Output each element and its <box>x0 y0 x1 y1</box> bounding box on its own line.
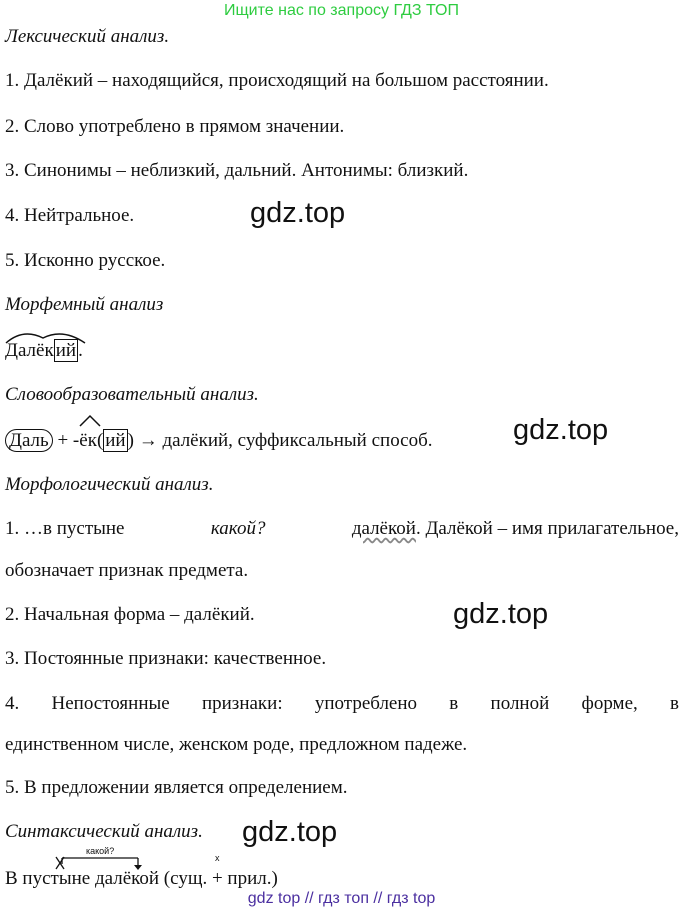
lexical-item-2: 2. Слово употреблено в прямом значении. <box>5 116 345 137</box>
morphemic-ending-box: ий <box>55 340 77 361</box>
top-banner: Ищите нас по запросу ГДЗ ТОП <box>224 2 459 19</box>
morph-item-1 <box>5 518 679 540</box>
morph-item-1-question: какой? <box>210 518 266 539</box>
heading-word-formation: Словообразовательный анализ. <box>5 384 259 405</box>
ending-box: ий <box>105 430 126 451</box>
suffix-caret-mark <box>78 414 104 428</box>
watermark-2: gdz.top <box>513 414 609 446</box>
morph-item-1-b: . Далёкой – имя прилагательное, <box>415 518 679 539</box>
watermark-3: gdz.top <box>453 598 549 630</box>
lexical-item-5: 5. Исконно русское. <box>5 250 166 271</box>
heading-morphemic: Морфемный анализ <box>5 294 164 315</box>
heading-syntactic: Синтаксический анализ. <box>5 821 203 842</box>
heading-lexical: Лексический анализ. <box>5 26 170 47</box>
morph-item-3: 3. Постоянные признаки: качественное. <box>5 648 327 669</box>
lexical-item-4: 4. Нейтральное. <box>5 205 135 226</box>
morph-item-4-cont: единственном числе, женском роде, предложном падеже. <box>5 734 468 755</box>
morph-item-4: 4. Непостоянные признаки: употреблено в полной форме, в <box>5 693 679 714</box>
morph-item-1-cont: обозначает признак предмета. <box>5 560 249 581</box>
morph-item-5: 5. В предложении является определением. <box>5 777 348 798</box>
morphemic-stem: Далёк <box>5 340 54 361</box>
syntax-x-mark: x <box>215 853 220 863</box>
morphemic-dot: . <box>78 340 83 361</box>
watermark-4: gdz.top <box>242 816 338 848</box>
word-formation-line: Даль + -ёк( ий ) → далёкий, суффиксальный способ. <box>5 430 433 452</box>
morph-item-1-a: 1. …в пустыне <box>5 518 125 539</box>
suffix-text: ёк <box>79 430 97 451</box>
heading-morphological: Морфологический анализ. <box>5 474 214 495</box>
root-oval: Даль <box>5 429 53 452</box>
watermark-1: gdz.top <box>250 197 346 229</box>
syntax-sentence: В пустыне далёкой (сущ. + прил.) <box>5 868 278 889</box>
morph-item-1-word: далёкой <box>351 518 416 539</box>
morph-item-2: 2. Начальная форма – далёкий. <box>5 604 255 625</box>
lexical-item-1: 1. Далёкий – находящийся, происходящий на большом расстоянии. <box>5 70 549 91</box>
plus-sign: + - <box>57 430 80 451</box>
syntax-question: какой? <box>86 846 115 856</box>
lexical-item-3: 3. Синонимы – неблизкий, дальний. Антонимы: близкий. <box>5 160 469 181</box>
word-formation-result: → далёкий, суффиксальный способ. <box>138 430 433 451</box>
morphemic-word <box>5 340 83 362</box>
bottom-banner: gdz top // гдз топ // гдз top <box>247 890 436 907</box>
